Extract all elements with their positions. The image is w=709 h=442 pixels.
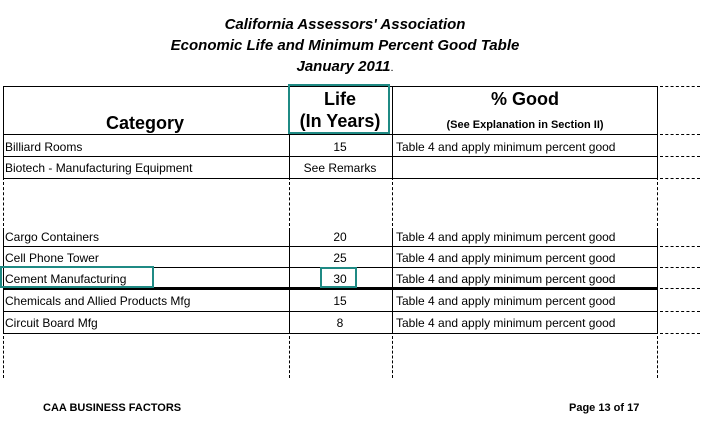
cell-percent-good: Table 4 and apply minimum percent good (396, 294, 616, 308)
cell-category: Cargo Containers (5, 230, 100, 244)
title-line-2: Economic Life and Minimum Percent Good Table (170, 37, 520, 54)
cell-category: Billiard Rooms (5, 140, 83, 154)
header-percent-good: % Good (491, 89, 559, 109)
cell-category: Cement Manufacturing (5, 272, 127, 286)
cell-category: Circuit Board Mfg (5, 316, 98, 330)
cell-percent-good: Table 4 and apply minimum percent good (396, 272, 616, 286)
title-line-1: California Assessors' Association (224, 16, 466, 33)
row-border (3, 311, 658, 312)
col-border-right-dashed (657, 182, 658, 226)
header-life-line1: Life (323, 89, 356, 109)
cell-life: 25 (333, 251, 347, 265)
page-break-dash (660, 333, 700, 334)
cell-life: See Remarks (303, 161, 377, 175)
row-border (3, 156, 658, 157)
footer-left: CAA BUSINESS FACTORS (43, 402, 182, 414)
header-percent-good-note: (See Explanation in Section II) (446, 119, 604, 131)
col-border-left-dashed (3, 336, 4, 378)
title-date-mark: . (390, 62, 394, 74)
page-break-dash (660, 156, 700, 157)
page-break-dash (660, 288, 700, 289)
cell-life: 15 (333, 294, 347, 308)
cell-percent-good: Table 4 and apply minimum percent good (396, 230, 616, 244)
cell-percent-good: Table 4 and apply minimum percent good (396, 251, 616, 265)
row-border (3, 178, 658, 179)
col-border-right (657, 228, 658, 334)
page-break-dash (660, 178, 700, 179)
cell-life: 15 (333, 140, 347, 154)
cell-category: Chemicals and Allied Products Mfg (5, 294, 191, 308)
highlight-cement-life (320, 267, 357, 288)
col-border-life-dashed (289, 182, 290, 226)
cell-category: Biotech - Manufacturing Equipment (5, 161, 193, 175)
page-break-dash (660, 86, 700, 87)
col-border-good-dashed (392, 336, 393, 378)
cell-percent-good: Table 4 and apply minimum percent good (396, 316, 616, 330)
col-border-right-dashed (657, 336, 658, 378)
row-border (3, 333, 658, 334)
cell-life: 8 (336, 316, 344, 330)
header-life-line2: (In Years) (299, 111, 381, 131)
cell-percent-good: Table 4 and apply minimum percent good (396, 140, 616, 154)
page-break-dash (660, 267, 700, 268)
header-category: Category (105, 113, 185, 133)
header-bottom-border (3, 134, 658, 135)
title-line-3 (0, 57, 690, 78)
cell-life: 30 (333, 272, 347, 286)
highlight-cement-category (0, 266, 154, 288)
col-border-good (392, 228, 393, 334)
col-border-good-dashed (392, 182, 393, 226)
col-border-right (657, 86, 658, 180)
page-break-dash (660, 246, 700, 247)
row-border (3, 246, 658, 247)
footer-page-number: Page 13 of 17 (569, 402, 640, 414)
cell-category: Cell Phone Tower (5, 251, 99, 265)
page-break-dash (660, 311, 700, 312)
col-border-life-dashed (289, 336, 290, 378)
highlight-life-header (288, 84, 390, 134)
title-date: January 2011 (296, 58, 391, 75)
page-break-dash (660, 134, 700, 135)
cell-life: 20 (333, 230, 347, 244)
col-border-left-dashed (3, 182, 4, 226)
